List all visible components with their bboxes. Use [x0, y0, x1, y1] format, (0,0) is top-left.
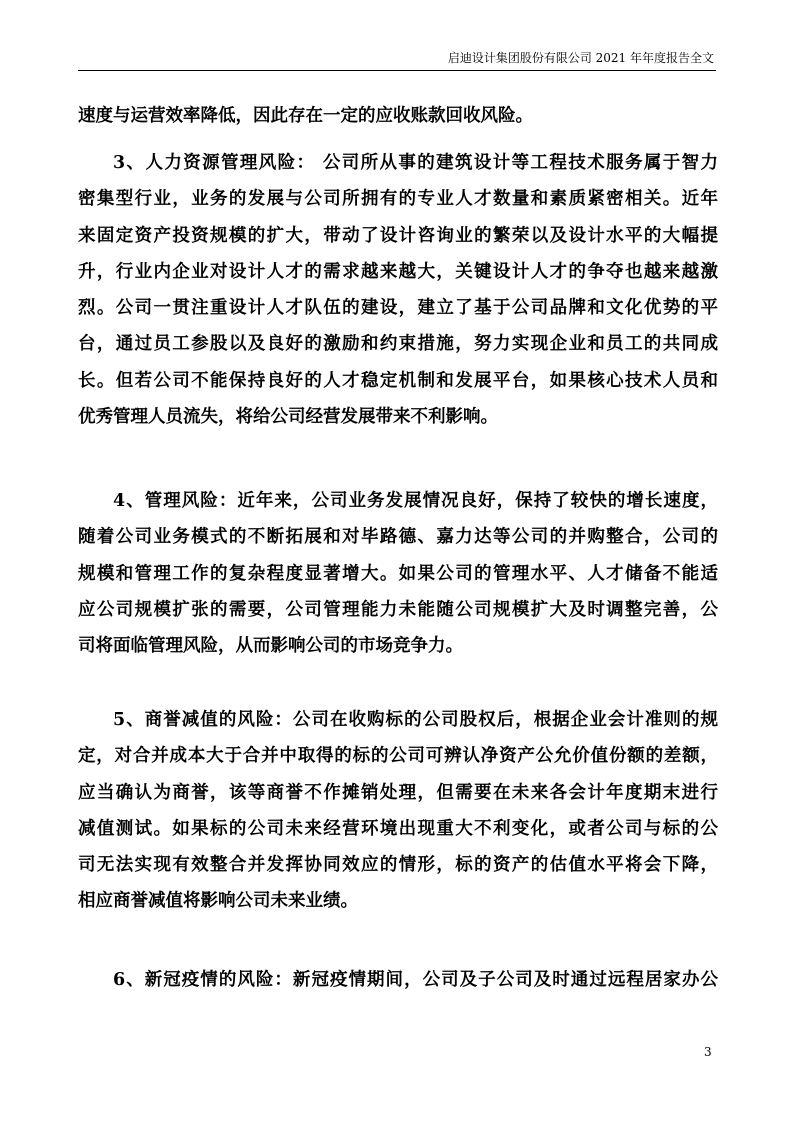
text-line: 速度与运营效率降低，因此存在一定的应收账款回收风险。	[78, 106, 533, 126]
text-line: 司无法实现有效整合并发挥协同效应的情形，标的资产的估值水平将会下降，	[78, 855, 718, 876]
text-line: 3、人力资源管理风险： 公司所从事的建筑设计等工程技术服务属于智力	[113, 153, 718, 173]
header-title: 启迪设计集团股份有限公司 2021 年年度报告全文	[447, 51, 714, 65]
text-line: 减值测试。如果标的公司未来经营环境出现重大不利变化，或者公司与标的公	[78, 818, 718, 839]
text-line: 台，通过员工参股以及良好的激励和约束措施，努力实现企业和员工的共同成	[78, 334, 718, 355]
page-header	[78, 48, 716, 71]
text-line: 密集型行业，业务的发展与公司所拥有的专业人才数量和素质紧密相关。近年	[78, 189, 718, 210]
text-line: 应当确认为商誉，该等商誉不作摊销处理，但需要在未来各会计年度期末进行	[78, 782, 718, 803]
text-line: 6、新冠疫情的风险：新冠疫情期间，公司及子公司及时通过远程居家办公	[113, 970, 718, 990]
text-line: 随着公司业务模式的不断拓展和对毕路德、嘉力达等公司的并购整合，公司的	[78, 527, 718, 548]
paragraph-risk-5	[78, 702, 718, 920]
text-line: 规模和管理工作的复杂程度显著增大。如果公司的管理水平、人才储备不能适	[78, 563, 718, 584]
text-line: 长。但若公司不能保持良好的人才稳定机制和发展平台，如果核心技术人员和	[78, 370, 718, 391]
text-line: 优秀管理人员流失，将给公司经营发展带来不利影响。	[78, 407, 498, 428]
paragraph-risk-6	[78, 962, 718, 998]
page-number: 3	[704, 1045, 712, 1059]
paragraph-risk-4	[78, 483, 718, 664]
text-line: 5、商誉减值的风险：公司在收购标的公司股权后，根据企业会计准则的规	[113, 710, 718, 730]
text-line: 定，对合并成本大于合并中取得的标的公司可辨认净资产公允价值份额的差额，	[78, 746, 718, 767]
text-line: 相应商誉减值将影响公司未来业绩。	[78, 891, 358, 912]
text-line: 应公司规模扩张的需要，公司管理能力未能随公司规模扩大及时调整完善，公	[78, 599, 718, 620]
text-line: 4、管理风险：近年来，公司业务发展情况良好，保持了较快的增长速度，	[113, 491, 718, 511]
text-line: 司将面临管理风险，从而影响公司的市场竞争力。	[78, 636, 463, 657]
paragraph-risk-3	[78, 145, 718, 435]
text-line: 升，行业内企业对设计人才的需求越来越大，关键设计人才的争夺也越来越激	[78, 261, 718, 282]
text-line: 来固定资产投资规模的扩大，带动了设计咨询业的繁荣以及设计水平的大幅提	[78, 225, 718, 246]
text-line: 烈。公司一贯注重设计人才队伍的建设，建立了基于公司品牌和文化优势的平	[78, 298, 718, 319]
paragraph-continuation	[78, 98, 718, 134]
